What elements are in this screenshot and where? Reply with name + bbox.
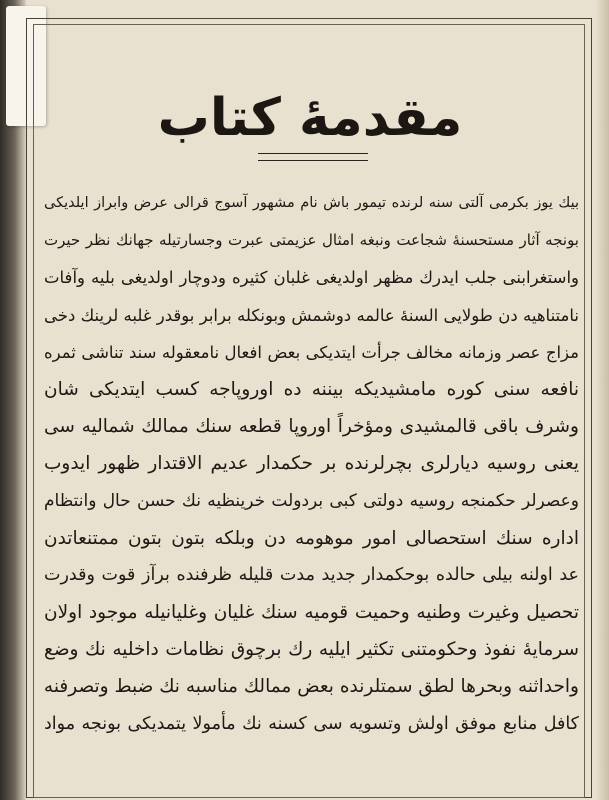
text-line: وشرف باقی قالمشیدی ومؤخراً اوروپا قطعه سنك ممالك شمالیه سی [44, 416, 579, 438]
text-line: واستغرابنی جلب ایدرك مظهر اولدیغی غلبان کثیره ودوچار اولدیغی بلیه وآفات [44, 268, 579, 288]
text-line: تحصیل وغیرت وطنیه وحمیت قومیه سنك غلیان وغلیانیله موجود اولان [44, 602, 579, 624]
text-line: اداره سنك استحصالی امور موهومه دن وبلکه بتون بتون ممتنعاتدن [44, 527, 579, 549]
text-line: نامتناهیه دن طولایی السنهٔ عالمه دوشمش وبونکله برابر بوقدر غلبه لرینك دخی [44, 305, 579, 325]
page-title: مقدمهٔ کتاب [157, 88, 463, 148]
text-line: واحداثنه وبحرها لطق سمتلرنده بعض ممالك مناسبه نك ضبط وتصرفنه [44, 676, 579, 698]
text-line: یعنی روسیه دیارلری بچرلرنده بر حکمدار عدیم الاقتدار ظهور ایدوب [44, 453, 579, 475]
body-text [44, 185, 579, 743]
text-line: کافل منابع موفق اولش وتسویه سی کسنه نك مأمولا یتمدیکی بونجه مواد [44, 713, 579, 734]
text-line: مزاج عصر وزمانه مخالف جرأت ایتدیکی بعض افعال نامعقوله سند تناشی ثمره [44, 342, 579, 362]
text-line: بونجه آثار مستحسنهٔ شجاعت ونبغه امثال عزیمتی عبرت وجسارتیله جهانك نظر حیرت [44, 231, 579, 250]
text-line: عد اولنه بیلی حالده بوحکمدار جدید مدت قلیله ظرفنده برآز قوت وقدرت [44, 564, 579, 585]
text-line: وعصرلر حکمنجه روسیه دولتی کبی بردولت خرینظیه نك حسن حال وانتظام [44, 490, 579, 511]
text-line: سرمایهٔ نفوذ وحکومتنی تکثیر ایلیه رك برچوق نظامات داخلیه نك وضع [44, 639, 579, 661]
title-underline [258, 153, 368, 161]
page-edge [595, 0, 609, 800]
text-line: بیك یوز بکرمی آلتی سنه لرنده تیمور باش نام مشهور آسوج قرالی عرض وابراز ایلدیکی [44, 195, 579, 211]
text-line: نافعه سنی کوره مامشیدیکه بیننه ده اوروپاجه کسب ایتدیکی شان [44, 378, 579, 400]
